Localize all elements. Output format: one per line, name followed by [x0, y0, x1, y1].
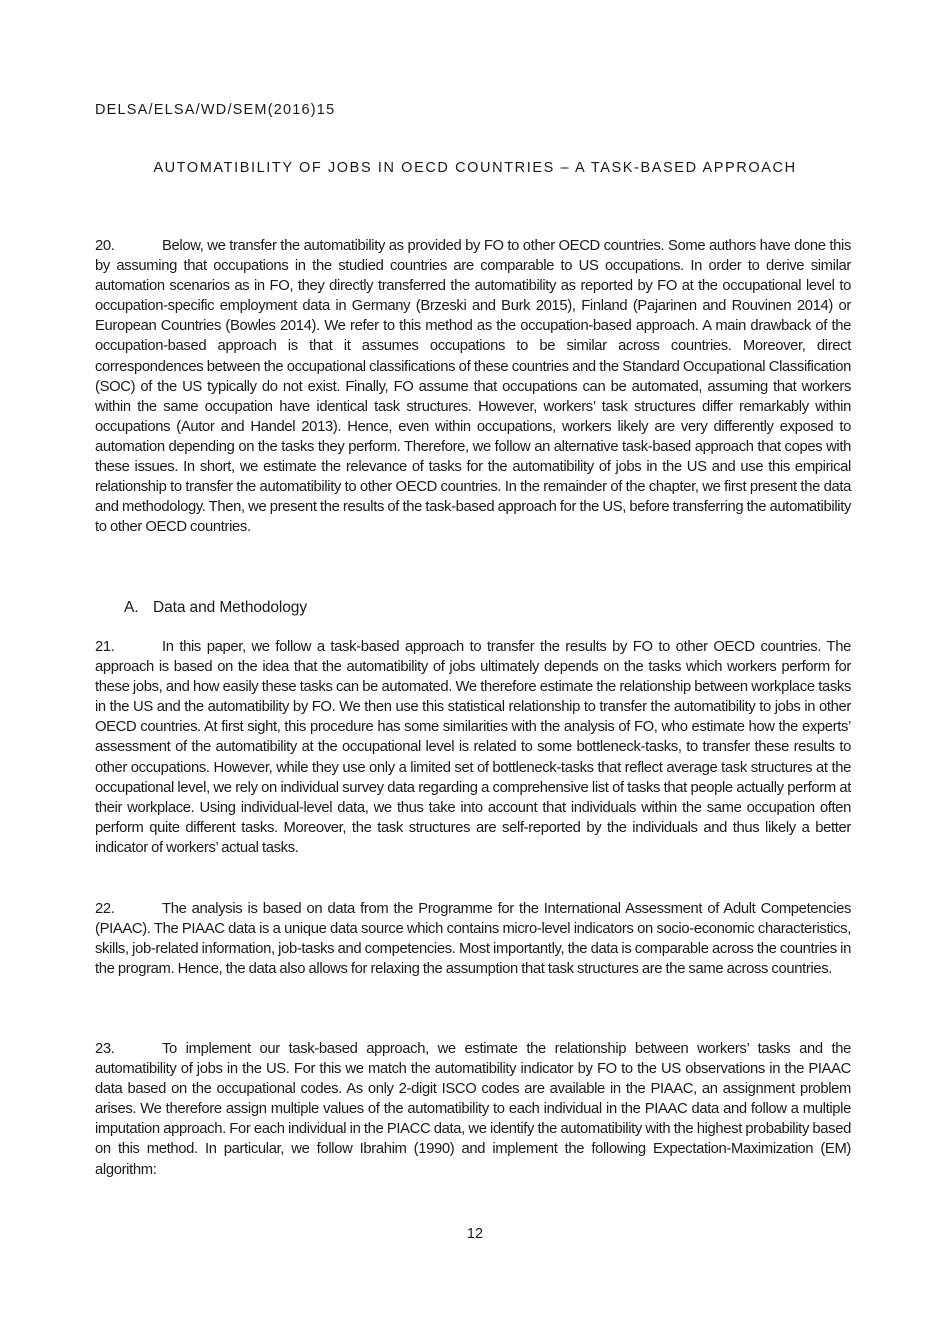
- section-title: Data and Methodology: [153, 599, 307, 616]
- paragraph-text: Below, we transfer the automatibility as provided by FO to other OECD countries. Some authors have done this by assuming that occupations in the studied countries are comparable to US occupations. In order to derive similar automation scenarios as in FO, they directly transferred the automatibility as reported by FO at the occupational level to occupation-specific employment data in Germany (Brzeski and Burk 2015), Finland (Pajarinen and Rouvinen 2014) or European Countries (Bowles 2014). We refer to this method as the occupation-based approach. A main drawback of the occupation-based approach is that it assumes occupations to be similar across countries. Moreover, direct correspondences between the occupational classifications of these countries and the Standard Occupational Classification (SOC) of the US typically do not exist. Finally, FO assume that occupations can be automated, assuming that workers within the same occupation have identical task structures. However, workers’ task structures differ remarkably within occupations (Autor and Handel 2013). Hence, even within occupations, workers likely are very differently exposed to automation depending on the tasks they perform. Therefore, we follow an alternative task-based approach that copes with these issues. In short, we estimate the relevance of tasks for the automatibility of jobs in the US and use this empirical relationship to transfer the automatibility to other OECD countries. In the remainder of the chapter, we first present the data and methodology. Then, we present the results of the task-based approach for the US, before transferring the automatibility to other OECD countries.: [95, 238, 851, 536]
- paragraph-number: 21.: [95, 639, 115, 655]
- paragraph-text: To implement our task-based approach, we estimate the relationship between workers’ tasks and the automatibility of jobs in the US. For this we match the automatibility indicator by FO to the US observations in the PIAAC data based on the occupational codes. As only 2-digit ISCO codes are available in the PIAAC, an assignment problem arises. We therefore assign multiple values of the automatibility to each individual in the PIAAC data and follow a multiple imputation approach. For each individual in the PIACC data, we identify the automatibility with the highest probability based on this method. In particular, we follow Ibrahim (1990) and implement the following Expectation-Maximization (EM) algorithm:: [95, 1041, 851, 1178]
- section-heading: [124, 597, 307, 619]
- paragraph-number: 23.: [95, 1041, 115, 1057]
- paragraph-text: In this paper, we follow a task-based approach to transfer the results by FO to other OECD countries. The approach is based on the idea that the automatibility of jobs ultimately depends on the tasks which workers perform for these jobs, and how easily these tasks can be automated. We therefore estimate the relationship between workplace tasks in the US and the automatibility by FO. We then use this statistical relationship to transfer the automatibility to jobs in other OECD countries. At first sight, this procedure has some similarities with the analysis of FO, who estimate how the experts’ assessment of the automatibility at the occupational level is related to some bottleneck-tasks, to transfer these results to other occupations. However, while they use only a limited set of bottleneck-tasks that reflect average task structures at the occupational level, we rely on individual survey data regarding a comprehensive list of tasks that people actually perform at their workplace. Using individual-level data, we thus take into account that individuals within the same occupation often perform quite different tasks. Moreover, the task structures are self-reported by the individuals and thus likely a better indicator of workers’ actual tasks.: [95, 639, 851, 856]
- page-number: 12: [466, 1226, 484, 1242]
- paragraph-21: [95, 637, 851, 858]
- paragraph-20: [95, 236, 851, 537]
- paragraph-number: 20.: [95, 238, 115, 254]
- document-code: DELSA/ELSA/WD/SEM(2016)15: [95, 102, 336, 118]
- paragraph-text: The analysis is based on data from the Programme for the International Assessment of Adult Competencies (PIAAC). The PIAAC data is a unique data source which contains micro-level indicators on socio-economic characteristics, skills, job-related information, job-tasks and competencies. Most importantly, the data is comparable across the countries in the program. Hence, the data also allows for relaxing the assumption that task structures are the same across countries.: [95, 901, 851, 978]
- section-letter: A.: [124, 599, 139, 616]
- running-title: AUTOMATIBILITY OF JOBS IN OECD COUNTRIES – A TASK-BASED APPROACH: [153, 160, 797, 176]
- paragraph-22: [95, 899, 851, 979]
- paragraph-23: [95, 1039, 851, 1180]
- paragraph-number: 22.: [95, 901, 115, 917]
